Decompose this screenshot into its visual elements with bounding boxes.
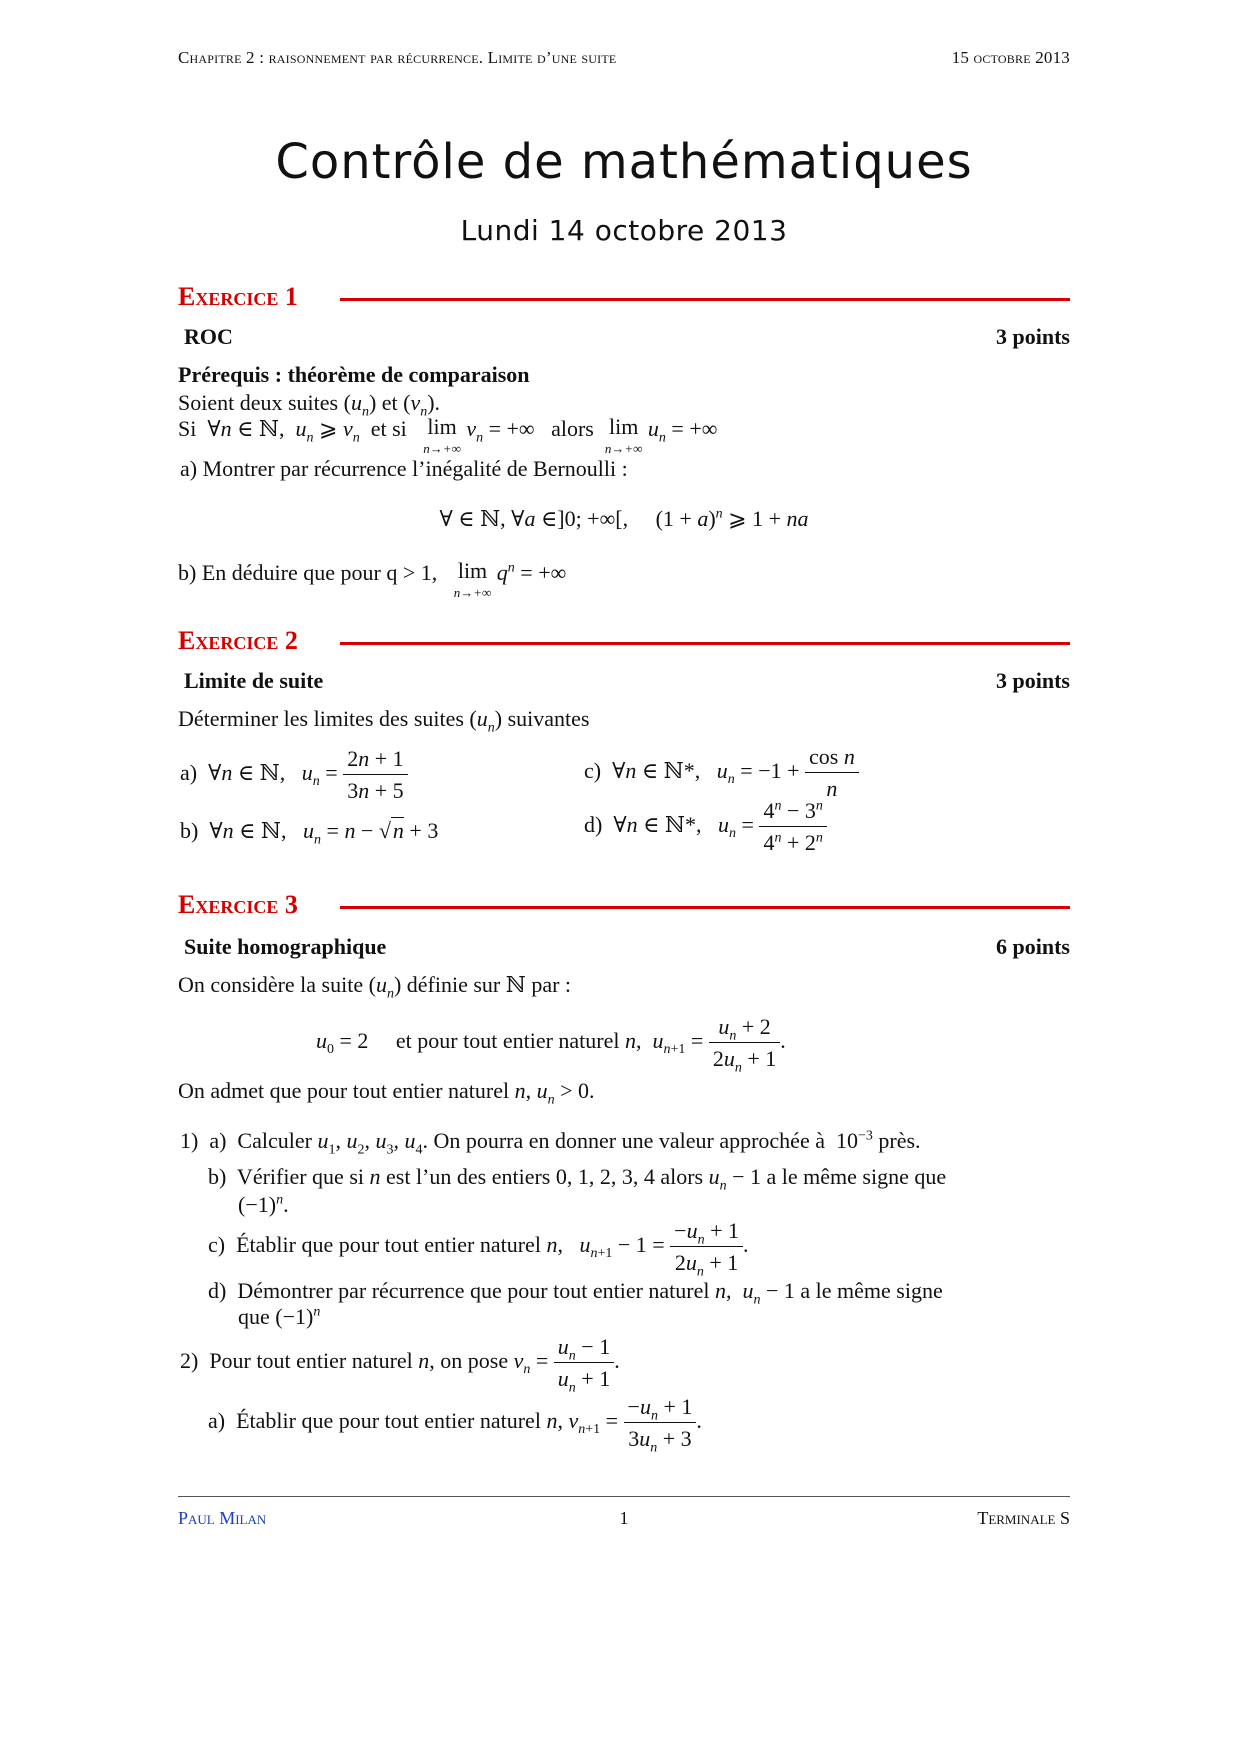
exercise-2-label: Exercice 2: [178, 626, 298, 655]
exercise-1-bernoulli: ∀ ∈ ℕ, ∀a ∈]0; +∞[, $(1 + a)^n$ ⩾ 1 + na: [439, 506, 809, 531]
exercise-3-question-1d: d) Démontrer par récurrence que pour tout entier naturel n, $u_n - 1$ a le même signe: [208, 1278, 943, 1308]
exercise-1-question-a: a) Montrer par récurrence l’inégalité de Bernoulli :: [180, 456, 628, 481]
exercise-3-admit: On admet que pour tout entier naturel n, $u_n > 0$.: [178, 1078, 595, 1108]
exercise-1-rule: [340, 298, 1070, 301]
exercise-1-heading: [178, 282, 1070, 316]
document-title: Contrôle de mathématiques: [275, 134, 973, 190]
footer-page-number: 1: [619, 1508, 629, 1528]
exercise-2-points: 3 points: [996, 668, 1070, 693]
exercise-3-subheading: [178, 934, 1070, 964]
exercise-3-question-1c: c) Établir que pour tout entier naturel n, $u_{n+1} - 1$ = $\frac{-u_n + 1}{2u_n + 1}$ .: [208, 1218, 749, 1280]
footer-rule: [178, 1496, 1070, 1497]
exercise-2-item-a: a) ∀n ∈ ℕ, $u_n$ = $\frac{2n + 1}{3n + 5}$: [180, 746, 408, 804]
exercise-2-intro: Déterminer les limites des suites $(u_n)$ suivantes: [178, 706, 590, 736]
exercise-1-question-b: b) En déduire que pour q > 1, lim n→+∞ $q^n$ = +∞: [178, 558, 567, 600]
exercise-2-subheading: [178, 668, 1070, 698]
exercise-2-rule: [340, 642, 1070, 645]
exercise-3-question-1b-cont: $(-1)^n$.: [238, 1192, 289, 1217]
exercise-3-definition: $u_0 = 2$ et pour tout entier naturel n, $u_{n+1}$ = $\frac{u_n + 2}{2u_n + 1}$ .: [316, 1014, 786, 1076]
exercise-3-question-1b: b) Vérifier que si n est l’un des entiers 0, 1, 2, 3, 4 alors $u_n - 1$ a le même signe que: [208, 1164, 947, 1194]
exercise-1-prereq: Prérequis : théorème de comparaison: [178, 362, 530, 387]
running-header: [178, 48, 1070, 78]
exercise-3-points: 6 points: [996, 934, 1070, 959]
exercise-1-label: Exercice 1: [178, 282, 298, 311]
exercise-3-rule: [340, 906, 1070, 909]
exercise-2-name: Limite de suite: [184, 668, 324, 693]
exercise-3-name: Suite homographique: [184, 934, 387, 959]
exercise-3-question-1a: 1) a) Calculer $u_1$, $u_2$, $u_3$, $u_4$. On pourra en donner une valeur approchée à $10^{-3}$ près.: [180, 1128, 921, 1158]
exercise-2-item-b: b) ∀n ∈ ℕ, $u_n = n - √n + 3$: [180, 818, 439, 848]
running-footer: [178, 1496, 1070, 1536]
exercise-3-question-1d-cont: que $(-1)^n$: [238, 1304, 321, 1329]
exercise-3-question-2: 2) Pour tout entier naturel n, on pose $v_n$ = $\frac{u_n - 1}{u_n + 1}$ .: [180, 1334, 620, 1396]
document-page: [178, 0, 1070, 1754]
header-date: 15 octobre 2013: [951, 48, 1070, 67]
exercise-2-item-d: d) ∀n ∈ ℕ*, $u_n$ = $\frac{4^n - 3^n}{4^n + 2^n}$: [584, 798, 827, 856]
document-subtitle: Lundi 14 octobre 2013: [460, 214, 788, 247]
exercise-2-item-c: c) ∀n ∈ ℕ*, $u_n = -1$ + $\frac{\text{cos n}}{n}$: [584, 744, 859, 802]
exercise-3-heading: [178, 890, 1070, 924]
exercise-1-subheading: [178, 324, 1070, 354]
exercise-2-heading: [178, 626, 1070, 660]
exercise-1-intro: Soient deux suites $(u_n)$ et $(v_n)$.: [178, 390, 441, 420]
footer-level: Terminale S: [977, 1508, 1070, 1528]
exercise-1-points: 3 points: [996, 324, 1070, 349]
footer-author: Paul Milan: [178, 1508, 267, 1528]
exercise-3-label: Exercice 3: [178, 890, 298, 919]
header-chapter: Chapitre 2 : raisonnement par récurrence. Limite d’une suite: [178, 48, 617, 67]
exercise-1-name: ROC: [184, 324, 233, 349]
exercise-1-theorem: Si ∀n ∈ ℕ, $u_n$ ⩾ $v_n$ et si lim n→+∞ $v_n$ = +∞ alors lim n→+∞ $u_n$ = +∞: [178, 414, 718, 456]
exercise-3-intro: On considère la suite $(u_n)$ définie sur ℕ par :: [178, 972, 572, 1002]
exercise-3-question-2a: a) Établir que pour tout entier naturel n, $v_{n+1}$ = $\frac{-u_n + 1}{3u_n + 3}$ .: [208, 1394, 702, 1456]
